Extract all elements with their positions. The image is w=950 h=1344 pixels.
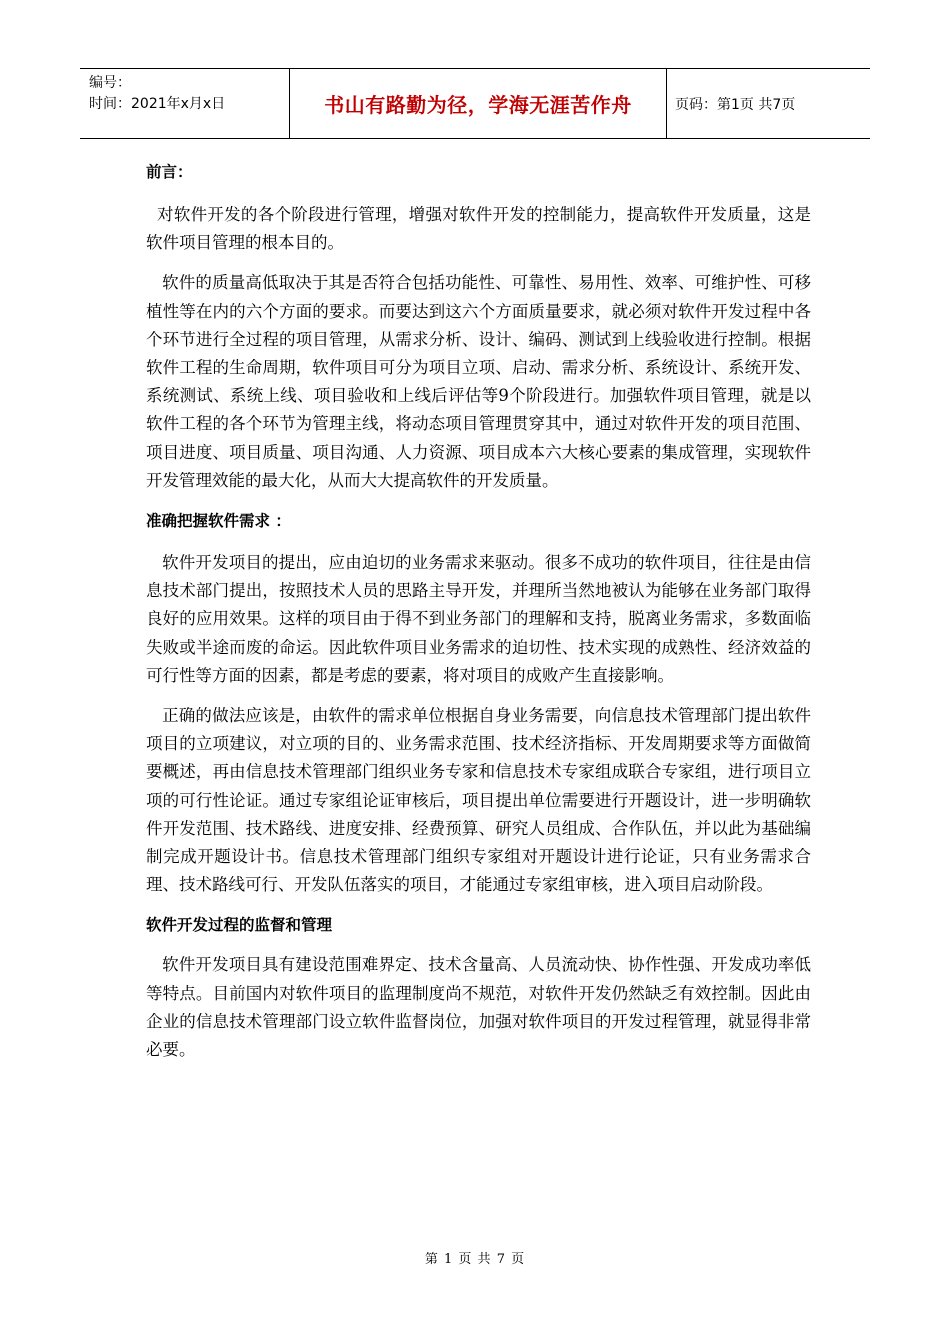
number-label: 编号： [89, 75, 131, 91]
header-page-info: 页码：第1页 共7页 [675, 96, 796, 113]
paragraph-requirements-1: 软件开发项目的提出，应由迫切的业务需求来驱动。很多不成功的软件项目，往往是由信息技术部门提出，按照技术人员的思路主导开发，并理所当然地被认为能够在业务部门取得良好的应用效果。这样的项目由于得不到业务部门的理解和支持，脱离业务需求，多数面临失败或半途而废的命运。因此软件项目业务需求的迫切性、技术实现的成熟性、经济效益的可行性等方面的因素，都是考虑的要素，将对项目的成败产生直接影响。 [146, 553, 811, 685]
document-body [146, 160, 811, 1064]
paragraph-supervision-1: 软件开发项目具有建设范围难界定、技术含量高、人员流动快、协作性强、开发成功率低等特点。目前国内对软件项目的监理制度尚不规范，对软件开发仍然缺乏有效控制。因此由企业的信息技术管理部门设立软件监督岗位，加强对软件项目的开发过程管理，就显得非常必要。 [146, 955, 811, 1060]
paragraph-preface-2: 软件的质量高低取决于其是否符合包括功能性、可靠性、易用性、效率、可维护性、可移植性等在内的六个方面的要求。而要达到这六个方面质量要求，就必须对软件开发过程中各个环节进行全过程的项目管理，从需求分析、设计、编码、测试到上线验收进行控制。根据软件工程的生命周期，软件项目可分为项目立项、启动、需求分析、系统设计、系统开发、系统测试、系统上线、项目验收和上线后评估等9个阶段进行。加强软件项目管理，就是以软件工程的各个环节为管理主线，将动态项目管理贯穿其中，通过对软件开发的项目范围、项目进度、项目质量、项目沟通、人力资源、项目成本六大核心要素的集成管理，实现软件开发管理效能的最大化，从而大大提高软件的开发质量。 [146, 273, 811, 490]
header-left-cell [80, 69, 289, 138]
time-label: 时间：2021年x月x日 [89, 96, 226, 112]
paragraph-requirements-2: 正确的做法应该是，由软件的需求单位根据自身业务需要，向信息技术管理部门提出软件项目的立项建议，对立项的目的、业务需求范围、技术经济指标、开发周期要求等方面做简要概述，再由信息技术管理部门组织业务专家和信息技术专家组成联合专家组，进行项目立项的可行性论证。通过专家组论证审核后，项目提出单位需要进行开题设计，进一步明确软件开发范围、技术路线、进度安排、经费预算、研究人员组成、合作队伍，并以此为基础编制完成开题设计书。信息技术管理部门组织专家组对开题设计进行论证，只有业务需求合理、技术路线可行、开发队伍落实的项目，才能通过专家组审核，进入项目启动阶段。 [146, 706, 811, 895]
paragraph-preface-1: 对软件开发的各个阶段进行管理，增强对软件开发的控制能力，提高软件开发质量，这是软件项目管理的根本目的。 [146, 205, 811, 253]
header-motto: 书山有路勤为径，学海无涯苦作舟 [289, 69, 667, 138]
section-heading-preface: 前言： [146, 163, 193, 181]
page-footer: 第 1 页 共 7 页 [424, 1252, 526, 1267]
section-heading-requirements: 准确把握软件需求 ： [146, 512, 291, 531]
section-heading-supervision: 软件开发过程的监督和管理 [146, 916, 333, 935]
page-header [80, 68, 870, 139]
